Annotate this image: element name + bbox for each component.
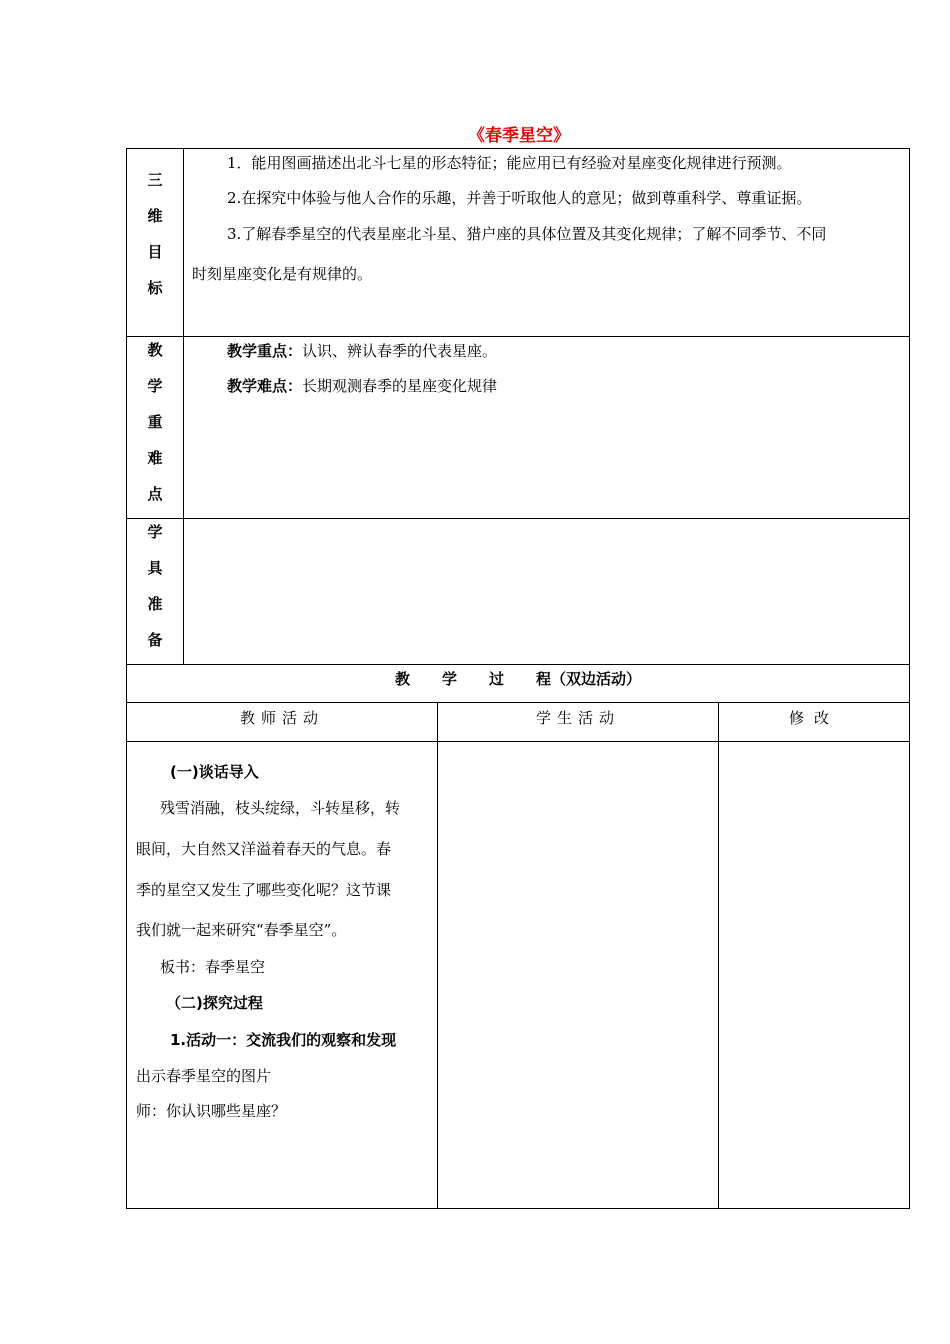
row-divider-column-headers (126, 741, 910, 742)
row-divider-goals (126, 336, 910, 337)
page-title: 《春季星空》 (468, 126, 570, 146)
intro-paragraph-line-2: 眼间，大自然又洋溢着春天的气息。春 (136, 840, 392, 858)
label-column-divider (183, 148, 184, 664)
student-column-divider (718, 702, 719, 1209)
materials-label: 学 具 准 备 (147, 523, 163, 649)
teaching-difficulty (227, 376, 497, 396)
row-divider-materials (126, 664, 910, 665)
student-activity-header: 学生活动 (535, 709, 620, 727)
intro-paragraph-line-4: 我们就一起来研究“春季星空”。 (136, 921, 347, 939)
goal-line-3: 3.了解春季星空的代表星座北斗星、猎户座的具体位置及其变化规律；了解不同季节、不同 (227, 225, 827, 243)
intro-paragraph-line-3: 季的星空又发生了哪些变化呢？这节课 (136, 881, 392, 899)
row-divider-keypoints (126, 518, 910, 519)
activity-1-heading: 1.活动一：交流我们的观察和发现 (170, 1031, 397, 1049)
board-writing: 板书：春季星空 (160, 958, 266, 976)
teaching-focus-text: 认识、辨认春季的代表星座。 (302, 342, 498, 360)
show-picture-text: 出示春季星空的图片 (136, 1067, 272, 1085)
section-2-heading: （二)探究过程 (166, 994, 263, 1012)
revision-header: 修改 (788, 709, 839, 727)
key-points-label: 教 学 重 难 点 (147, 341, 163, 503)
teacher-column-divider (437, 702, 438, 1209)
process-heading: 教 学 过 程（双边活动） (394, 670, 642, 688)
teaching-focus (227, 341, 497, 361)
teacher-activity-header: 教师活动 (239, 709, 324, 727)
goal-line-1: 1．能用图画描述出北斗七星的形态特征；能应用已有经验对星座变化规律进行预测。 (227, 154, 792, 172)
teaching-difficulty-label: 教学难点： (227, 377, 303, 395)
goal-line-2: 2.在探究中体验与他人合作的乐趣，并善于听取他人的意见；做到尊重科学、尊重证据。 (227, 189, 812, 207)
teaching-focus-label: 教学重点： (227, 342, 303, 360)
goals-label: 三 维 目 标 (147, 171, 163, 297)
row-divider-process-title (126, 702, 910, 703)
teaching-difficulty-text: 长期观测春季的星座变化规律 (302, 377, 498, 395)
section-1-heading: (一)谈话导入 (170, 763, 259, 781)
goal-line-3-cont: 时刻星座变化是有规律的。 (192, 265, 373, 283)
intro-paragraph-line-1: 残雪消融，枝头绽绿，斗转星移，转 (160, 799, 401, 817)
teacher-question: 师：你认识哪些星座？ (136, 1102, 287, 1120)
